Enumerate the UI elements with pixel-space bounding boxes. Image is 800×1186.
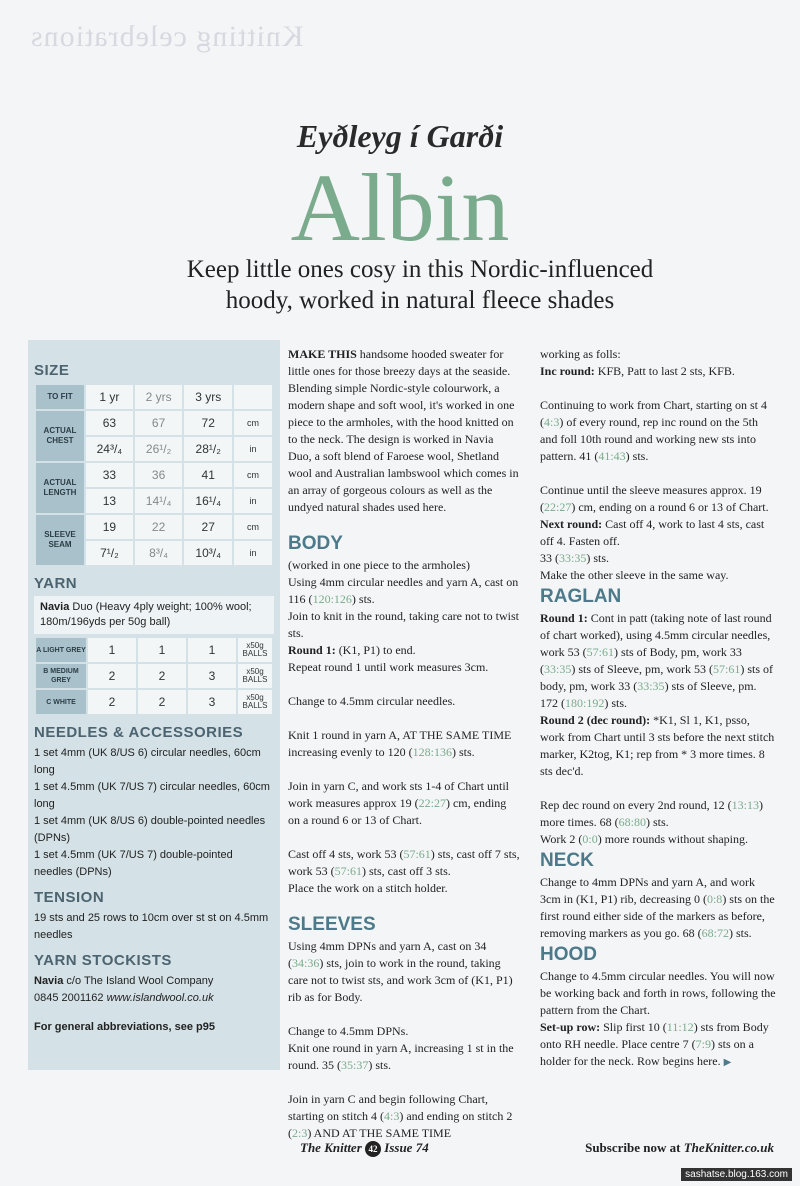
round-lead: Inc round:: [540, 364, 595, 378]
unit-cell: x50g BALLS: [238, 638, 272, 662]
value-cell: 26¹/₂: [135, 437, 183, 461]
list-item: 1 set 4.5mm (UK 7/US 7) double-pointed needles (DPNs): [34, 849, 233, 878]
stockist-contact: [34, 990, 274, 1007]
needles-list: [34, 745, 274, 881]
info-sidebar: [28, 340, 280, 1070]
round-lead: Set-up row:: [540, 1020, 601, 1034]
intro-paragraph: [288, 346, 520, 516]
text-run: ) sts, join to work in the round, taking care not to twist sts, and work 3cm of (K1, P1) rib as for Body.: [288, 956, 513, 1004]
neck-text: [540, 874, 776, 942]
value-cell: 41: [184, 463, 232, 487]
row-label: ACTUAL LENGTH: [36, 463, 84, 513]
size-value: 0:0: [582, 832, 598, 846]
value-cell: 1: [138, 638, 186, 662]
size-cell: 2 yrs: [135, 385, 183, 409]
sleeves-heading: SLEEVES: [288, 914, 376, 935]
unit-cell: [234, 385, 272, 409]
text-run: *K1, Sl 1, K1, psso, work from Chart until 3 sts before the next stitch marker, K2tog, K1; rep from * 3 more times. 8 sts dec'd.: [540, 713, 775, 778]
list-item: 1 set 4mm (UK 8/US 6) double-pointed needles (DPNs): [34, 815, 266, 844]
body-repeat: Repeat round 1 until work measures 3cm.: [288, 660, 489, 674]
text-run: Continue until the sleeve measures approx. 19 (: [540, 483, 762, 514]
size-value: 57:61: [334, 864, 363, 878]
unit-cell: in: [234, 437, 272, 461]
pattern-column-1: [288, 346, 520, 1142]
yarn-description: [34, 596, 274, 634]
raglan-round-2: [540, 712, 776, 780]
text-run: Cont in patt (taking note of last round of chart worked), using 4.5mm circular needles, work 53 (: [540, 611, 772, 659]
text-run: ) sts, cast off 3 sts.: [362, 864, 451, 878]
size-value: 33:35: [559, 551, 587, 565]
tension-heading: TENSION: [34, 889, 105, 906]
size-value: 7:9: [695, 1037, 711, 1051]
text-run: Continuing to work from Chart, starting on st 4 (: [540, 398, 767, 429]
value-cell: 27: [184, 515, 232, 539]
value-cell: 2: [138, 690, 186, 714]
stitch-count: [540, 550, 776, 567]
list-item: 1 set 4mm (UK 8/US 6) circular needles, 60cm long: [34, 747, 261, 776]
text-run: Knit 1 round in yarn A, AT THE SAME TIME increasing evenly to 120 (: [288, 728, 512, 759]
size-value: 11:12: [666, 1020, 694, 1034]
subscribe-text: Subscribe now at: [585, 1140, 684, 1155]
round-lead: Round 1:: [540, 611, 588, 625]
pattern-column-2: [540, 346, 776, 1071]
text-run: Using 4mm DPNs and yarn A, cast on 34 (: [288, 939, 487, 970]
unit-cell: cm: [234, 515, 272, 539]
table-row: [36, 385, 272, 409]
raglan-heading: RAGLAN: [540, 586, 622, 607]
text-run: Using 4mm circular needles and yarn A, cast on 116 (: [288, 575, 519, 606]
value-cell: 67: [135, 411, 183, 435]
stockist-line: [34, 973, 274, 990]
text-run: ) sts, cast off 7 sts, work 53 (: [288, 847, 520, 878]
size-value: 4:3: [544, 415, 560, 429]
table-row: [36, 690, 272, 714]
text-run: ) sts of Body, pm, work 33 (: [540, 645, 742, 676]
stockist-url-link[interactable]: www.islandwool.co.uk: [106, 992, 214, 1004]
size-value: 68:80: [618, 815, 646, 829]
hood-heading: HOOD: [540, 944, 597, 965]
neck-heading: NECK: [540, 850, 594, 871]
value-cell: 3: [188, 690, 236, 714]
size-value: 180:192: [565, 696, 605, 710]
value-cell: 24³/₄: [86, 437, 133, 461]
raglan-work: [540, 831, 776, 848]
continue-chart: [540, 397, 776, 465]
size-value: 2:3: [292, 1126, 308, 1140]
text-run: ) sts on a holder for the neck. Row begins here.: [540, 1037, 754, 1068]
needles-heading: NEEDLES & ACCESSORIES: [34, 724, 244, 741]
to-fit-label: TO FIT: [36, 385, 84, 409]
round-lead: Round 1:: [288, 643, 336, 657]
text-run: Slip first 10 (: [600, 1020, 667, 1034]
size-cell: 3 yrs: [184, 385, 232, 409]
value-cell: 33: [86, 463, 133, 487]
text-run: Cast off 4 sts, work 53 (: [288, 847, 404, 861]
follows-text: working as folls:: [540, 347, 621, 361]
stockists-heading: YARN STOCKISTS: [34, 952, 172, 969]
unit-cell: cm: [234, 411, 272, 435]
stockist-brand: Navia: [34, 975, 64, 987]
abbreviations-note: For general abbreviations, see p95: [34, 1021, 215, 1033]
issue-number: Issue 74: [384, 1140, 429, 1155]
size-value: 33:35: [544, 662, 572, 676]
size-heading: SIZE: [34, 362, 70, 379]
value-cell: 22: [135, 515, 183, 539]
sleeves-change: Change to 4.5mm DPNs.: [288, 1024, 409, 1038]
text-run: ) more times. 68 (: [540, 798, 763, 829]
body-join: Join to knit in the round, taking care not to twist sts.: [288, 609, 519, 640]
text-run: Cast off 4, work to last 4 sts, cast off 4. Fasten off.: [540, 517, 765, 548]
yarn-colour-label: A LIGHT GREY: [36, 638, 86, 662]
size-value: 4:3: [384, 1109, 400, 1123]
value-cell: 3: [188, 664, 236, 688]
sleeves-cast-on: [288, 938, 520, 1006]
value-cell: 28¹/₂: [184, 437, 232, 461]
intro-text: handsome hooded sweater for little ones for those breezy days at the seaside. Blending simple Nordic-style colourwork, a modern shape and soft wool, it's worked in one piece to the armholes, with the hood knitted on to the neck. The design is worked in Navia Duo, a soft blend of Faroese wool, Shetland wool and Australian lambswool which comes in an array of gorgeous colours as well as the undyed natural shades used here.: [288, 347, 519, 514]
yarn-colour-label: C WHITE: [36, 690, 86, 714]
text-run: Rep dec round on every 2nd round, 12 (: [540, 798, 732, 812]
value-cell: 2: [88, 690, 136, 714]
unit-cell: cm: [234, 463, 272, 487]
size-value: 57:61: [713, 662, 741, 676]
table-row: [36, 664, 272, 688]
raglan-repeat: [540, 797, 776, 831]
text-run: ) AND AT THE SAME TIME: [307, 1126, 452, 1140]
size-value: 41:43: [598, 449, 626, 463]
value-cell: 16¹/₄: [184, 489, 232, 513]
size-value: 120:126: [312, 592, 352, 606]
table-row: [36, 638, 272, 662]
ghost-header-text: Knitting celebrations: [30, 20, 304, 53]
text-run: ) sts.: [586, 551, 610, 565]
text-run: ) cm, ending on a round 6 or 13 of Chart.: [288, 796, 507, 827]
size-value: 35:37: [341, 1058, 369, 1072]
inc-round: [540, 363, 776, 380]
value-cell: 36: [135, 463, 183, 487]
value-cell: 13: [86, 489, 133, 513]
value-cell: 7¹/₂: [86, 541, 133, 565]
size-value: 34:36: [292, 956, 320, 970]
unit-cell: in: [234, 541, 272, 565]
body-heading: BODY: [288, 533, 343, 554]
row-label: SLEEVE SEAM: [36, 515, 84, 565]
text-run: ) of every round, rep inc round on the 5th and foll 10th round and working new sts into pattern. 41 (: [540, 415, 758, 463]
footer-subscribe: [585, 1140, 774, 1156]
other-sleeve: Make the other sleeve in the same way.: [540, 568, 729, 582]
body-sub: (worked in one piece to the armholes): [288, 558, 470, 572]
value-cell: 2: [138, 664, 186, 688]
subscribe-link[interactable]: TheKnitter.co.uk: [683, 1140, 774, 1155]
value-cell: 1: [188, 638, 236, 662]
unit-cell: in: [234, 489, 272, 513]
table-row: [36, 411, 272, 435]
unit-cell: x50g BALLS: [238, 690, 272, 714]
pattern-title: Albin: [290, 154, 510, 261]
stockists-text: [34, 973, 274, 1007]
text-run: ) more rounds without shaping.: [597, 832, 749, 846]
watermark: sashatse.blog.163.com: [681, 1168, 792, 1181]
size-value: 57:61: [403, 847, 431, 861]
continue-arrow-icon: ▶: [723, 1057, 732, 1068]
row-label: ACTUAL CHEST: [36, 411, 84, 461]
text-run: ) sts.: [351, 592, 375, 606]
table-row: [36, 515, 272, 539]
table-row: [36, 463, 272, 487]
setup-row: [540, 1019, 776, 1071]
text-run: ) sts.: [646, 815, 669, 829]
text-run: ) sts.: [604, 696, 628, 710]
size-cell: 1 yr: [86, 385, 133, 409]
intro-lead: MAKE THIS: [288, 347, 357, 361]
text-run: ) sts of body, pm, work 33 (: [540, 662, 774, 693]
text-run: ) sts on the first round either side of the markers as before, removing markers as you go. 68 (: [540, 892, 775, 940]
size-value: 68:72: [701, 926, 729, 940]
magazine-name: The Knitter: [300, 1140, 362, 1155]
list-item: 1 set 4.5mm (UK 7/US 7) circular needles, 60cm long: [34, 781, 270, 810]
body-round-1: [288, 642, 520, 659]
size-value: 33:35: [637, 679, 665, 693]
size-value: 13:13: [731, 798, 759, 812]
value-cell: 8³/₄: [135, 541, 183, 565]
pattern-kicker: Eyðleyg í Garði: [296, 118, 504, 154]
text-run: ) cm, ending on a round 6 or 13 of Chart.: [571, 500, 769, 514]
sleeves-knit: [288, 1040, 520, 1074]
size-value: 128:136: [412, 745, 452, 759]
text-run: Join in yarn C, and work sts 1-4 of Chart until work measures approx 19 (: [288, 779, 509, 810]
yarn-desc-text: Duo (Heavy 4ply weight; 100% wool; 180m/196yds per 50g ball): [40, 601, 252, 628]
round-lead: Next round:: [540, 517, 603, 531]
text-run: ) sts from Body onto RH needle. Place centre 7 (: [540, 1020, 769, 1051]
body-join-c: [288, 778, 520, 829]
text-run: 33 (: [540, 551, 559, 565]
body-cast-off: [288, 846, 520, 880]
text-run: KFB, Patt to last 2 sts, KFB.: [594, 364, 735, 378]
value-cell: 2: [88, 664, 136, 688]
body-knit-round: [288, 727, 520, 761]
stockist-phone: 0845 2001162: [34, 992, 107, 1004]
text-run: ) sts.: [368, 1058, 392, 1072]
text-run: ) sts.: [728, 926, 752, 940]
text-run: ) sts of Sleeve, pm. 172 (: [540, 679, 757, 710]
text-run: Knit one round in yarn A, increasing 1 st in the round. 35 (: [288, 1041, 514, 1072]
hood-text: Change to 4.5mm circular needles. You will now be working back and forth in rows, following the pattern from the Chart.: [540, 969, 776, 1017]
yarn-heading: YARN: [34, 575, 78, 592]
value-cell: 1: [88, 638, 136, 662]
value-cell: 10³/₄: [184, 541, 232, 565]
yarn-brand: Navia: [40, 601, 70, 613]
pattern-subtitle: [100, 254, 740, 316]
raglan-round-1: [540, 610, 776, 712]
text-run: ) sts of Sleeve, pm, work 53 (: [571, 662, 713, 676]
size-table: [34, 383, 274, 567]
text-run: ) and ending on stitch 2 (: [288, 1109, 513, 1140]
subtitle-line-2: hoody, worked in natural fleece shades: [225, 287, 615, 314]
size-value: 22:27: [418, 796, 446, 810]
size-value: 57:61: [586, 645, 615, 659]
sleeves-join: [288, 1091, 520, 1142]
page-number: 42: [365, 1141, 381, 1157]
value-cell: 14¹/₄: [135, 489, 183, 513]
tension-text: 19 sts and 25 rows to 10cm over st st on 4.5mm needles: [34, 912, 269, 941]
text-run: ) sts.: [451, 745, 475, 759]
text-run: Join in yarn C and begin following Chart, starting on stitch 4 (: [288, 1092, 488, 1123]
body-cast-on: [288, 574, 520, 608]
value-cell: 63: [86, 411, 133, 435]
round-lead: Round 2 (dec round):: [540, 713, 651, 727]
next-round: [540, 516, 776, 550]
text-run: ) sts.: [625, 449, 649, 463]
body-holder: Place the work on a stitch holder.: [288, 881, 448, 895]
body-change-needles: Change to 4.5mm circular needles.: [288, 694, 456, 708]
continue-until: [540, 482, 776, 516]
footer-issue: [300, 1140, 429, 1157]
unit-cell: x50g BALLS: [238, 664, 272, 688]
value-cell: 19: [86, 515, 133, 539]
yarn-table: [34, 636, 274, 716]
size-value: 0:8: [706, 892, 723, 906]
text-run: (K1, P1) to end.: [335, 643, 416, 657]
subtitle-line-1: Keep little ones cosy in this Nordic-influenced: [186, 256, 654, 283]
text-run: Work 2 (: [540, 832, 583, 846]
stockist-company: c/o The Island Wool Company: [63, 975, 214, 987]
value-cell: 72: [184, 411, 232, 435]
yarn-colour-label: B MEDIUM GREY: [36, 664, 86, 688]
size-value: 22:27: [544, 500, 572, 514]
text-run: Change to 4mm DPNs and yarn A, and work 3cm in (K1, P1) rib, decreasing 0 (: [540, 875, 755, 906]
